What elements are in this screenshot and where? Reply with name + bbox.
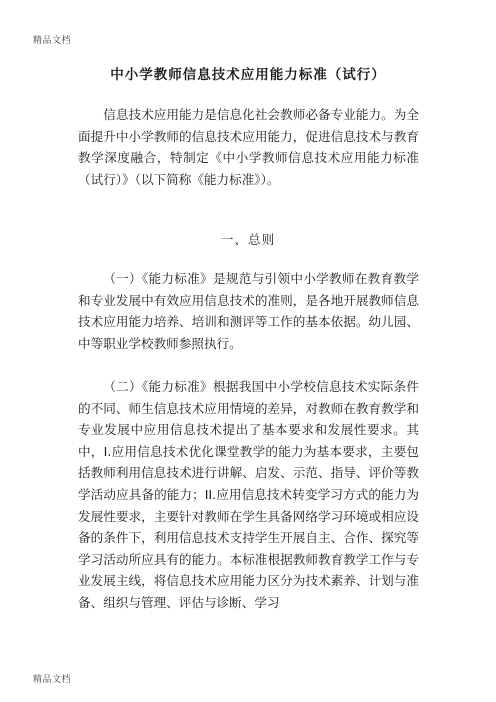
document-title: 中小学教师信息技术应用能力标准（试行）: [110, 67, 386, 83]
paragraph-1: （一）《能力标准》是规范与引领中小学教师在教育教学和专业发展中有效应用信息技术的准则，是各地开展教师信息技术应用能力培养、培训和测评等工作的基本依据。幼儿园、中等职业学校教师参照执行。: [78, 271, 419, 351]
section-heading: 一、总则: [220, 232, 276, 247]
footer-watermark: 精品文档: [33, 675, 72, 685]
paragraph-2: （二）《能力标准》根据我国中小学校信息技术实际条件的不同、师生信息技术应用情境的差异，对教师在教育教学和专业发展中应用信息技术提出了基本要求和发展性要求。其中，I.应用信息技术优化课堂教学的能力为基本要求，主要包括教师利用信息技术进行讲解、启发、示范、指导、评价等教学活动应具备的能力；II.应用信息技术转变学习方式的能力为发展性要求，主要针对教师在学生具备网络学习环境或相应设备的条件下，利用信息技术支持学生开展自主、合作、探究等学习活动所应具有的能力。本标准根据教师教育教学工作与专业发展主线，将信息技术应用能力区分为技术素养、计划与准备、组织与管理、评估与诊断、学习: [78, 379, 419, 610]
intro-paragraph: 信息技术应用能力是信息化社会教师必备专业能力。为全面提升中小学教师的信息技术应用能力，促进信息技术与教育教学深度融合，特制定《中小学教师信息技术应用能力标准（试行）》（以下简称《能力标准》）。: [78, 107, 419, 187]
header-watermark: 精品文档: [33, 36, 72, 46]
